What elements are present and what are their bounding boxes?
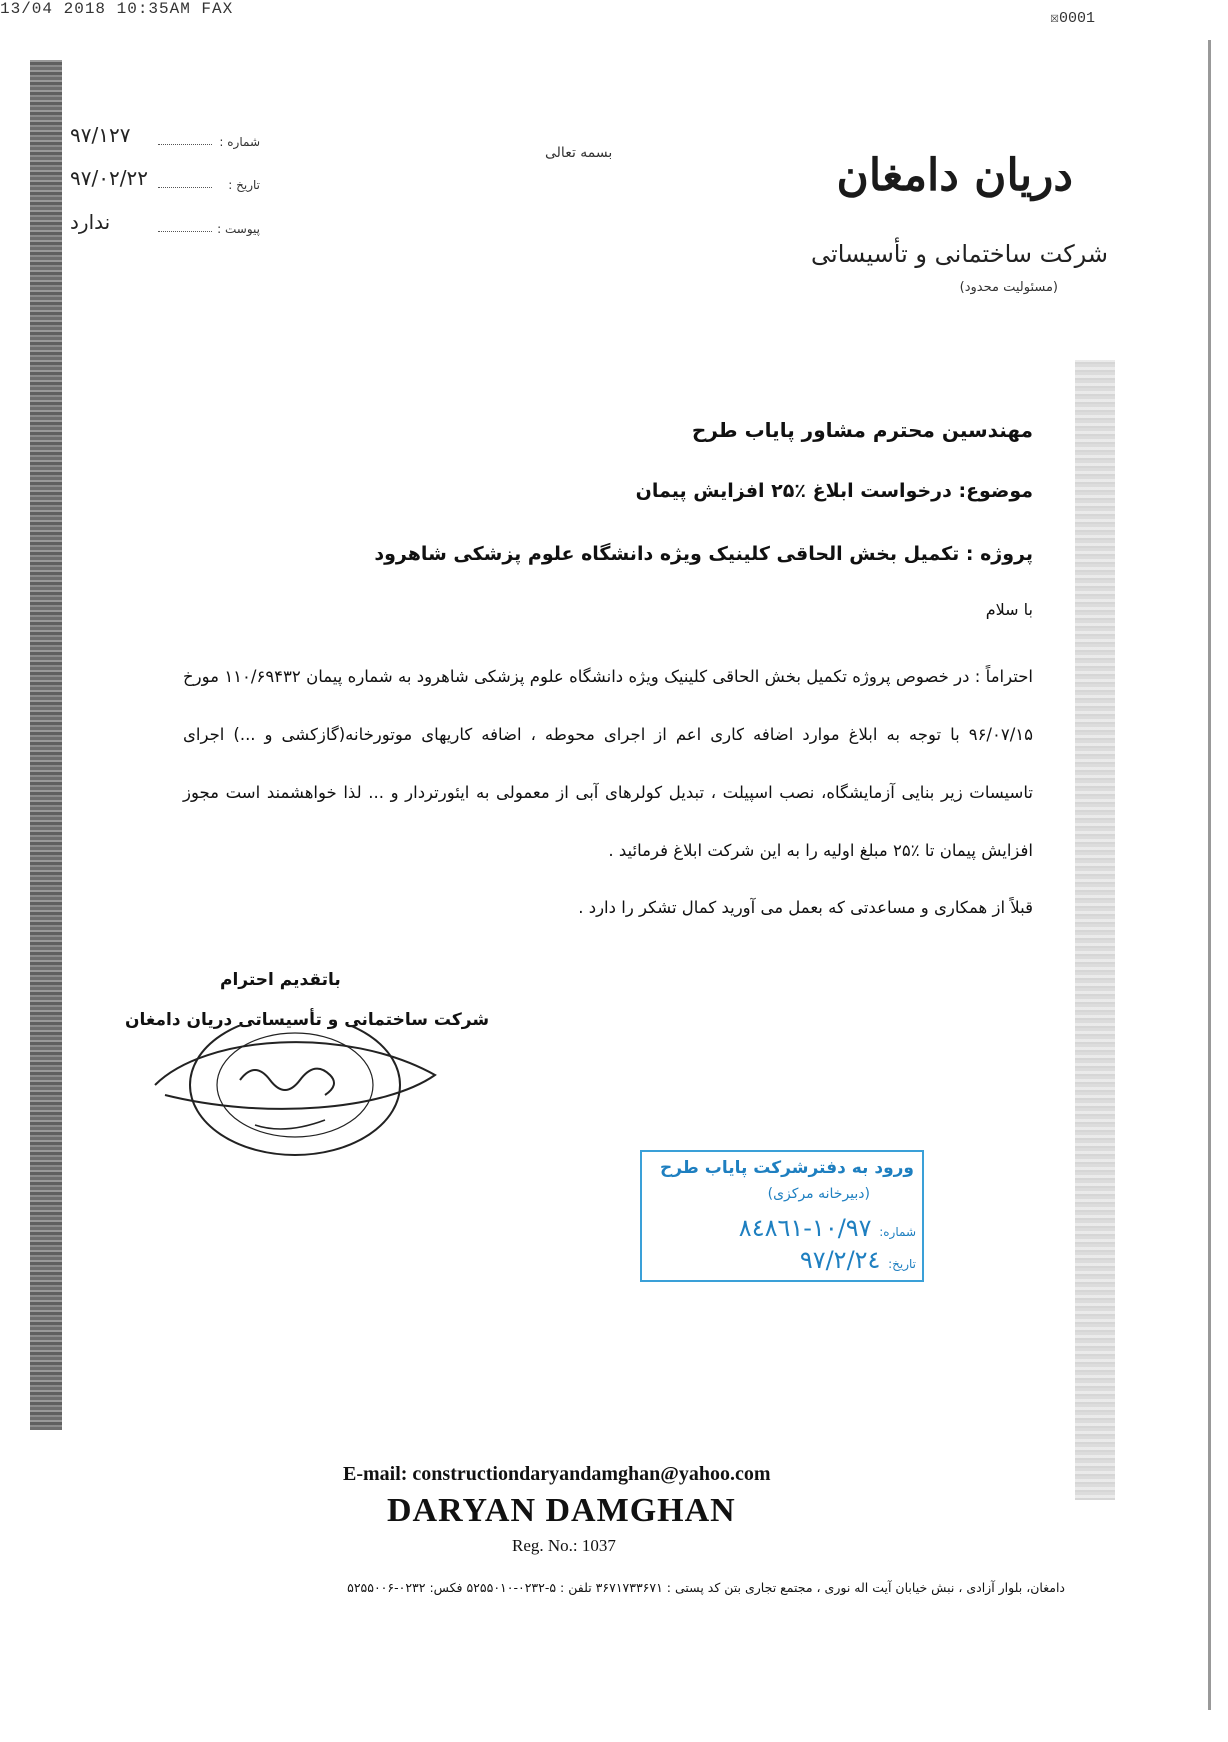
stamp-subtitle: (دبیرخانه مرکزی) xyxy=(767,1186,870,1202)
project: پروژه : تکمیل بخش الحاقی کلینیک ویژه دانشگاه علوم پزشکی شاهرود xyxy=(374,543,1033,565)
page-edge-line xyxy=(1208,40,1211,1710)
meta-attachment-label: پیوست : xyxy=(217,222,260,236)
stamp-number xyxy=(739,1214,916,1242)
stamp-date-value: ۹۷/۲/۲٤ xyxy=(799,1246,881,1274)
company-name: شرکت ساختمانی و تأسیساتی xyxy=(811,240,1108,268)
scan-artifact-right xyxy=(1075,360,1115,1500)
meta-number xyxy=(70,125,260,151)
stamp-date xyxy=(800,1246,916,1274)
signature-company: شرکت ساختمانی و تأسیساتی دریان دامغان xyxy=(125,1010,490,1030)
footer-email: E-mail: constructiondaryandamghan@yahoo.com xyxy=(343,1463,771,1485)
divider xyxy=(158,187,212,188)
stamp-title: ورود به دفترشرکت پایاب طرح xyxy=(659,1158,914,1178)
company-seal-and-signature xyxy=(145,1025,445,1175)
fax-header: 13/04 2018 10:35AM FAX xyxy=(0,0,234,18)
signature-salutation: باتقدیم احترام xyxy=(220,970,341,990)
page-number-value: 0001 xyxy=(1059,10,1096,27)
page-number: ☒0001 xyxy=(1050,10,1096,27)
footer-reg-number: Reg. No.: 1037 xyxy=(512,1536,616,1555)
greeting: با سلام xyxy=(985,600,1033,619)
meta-date xyxy=(70,168,260,194)
meta-date-value: ۹۷/۰۲/۲۲ xyxy=(70,166,148,190)
closing: قبلاً از همکاری و مساعدتی که بعمل می آورید کمال تشکر را دارد . xyxy=(578,898,1033,917)
meta-attachment xyxy=(70,212,260,238)
divider xyxy=(158,231,212,232)
meta-number-label: شماره : xyxy=(219,135,260,149)
meta-number-value: ۹۷/۱۲۷ xyxy=(70,123,131,147)
divider xyxy=(158,144,212,145)
footer-brand: DARYAN DAMGHAN xyxy=(387,1492,736,1529)
subject: موضوع: درخواست ابلاغ ٪۲۵ افزایش پیمان xyxy=(635,480,1033,502)
addressee: مهندسین محترم مشاور پایاب طرح xyxy=(691,418,1033,442)
incoming-stamp xyxy=(640,1150,924,1282)
stamp-number-value: ۱۰/۹۷-۸٤۸٦۱ xyxy=(738,1214,872,1242)
footer-address: دامغان، بلوار آزادی ، نبش خیابان آیت اله نوری ، مجتمع تجاری بتن کد پستی : ۳۶۷۱۷۳۳۶۷۱ تلفن : ۵-۰۲۳۲-۵۲۵۵۰۱۰ فکس: ۰۲۳۲-۵۲۵۵۰۰۶ xyxy=(347,1580,1065,1595)
stamp-number-label: شماره: xyxy=(879,1225,916,1239)
company-subtitle: (مسئولیت محدود) xyxy=(959,280,1058,295)
letter-body: احتراماً : در خصوص پروژه تکمیل بخش الحاقی کلینیک ویژه دانشگاه علوم پزشکی شاهرود به شماره پیمان ۱۱۰/۶۹۴۳۲ مورخ ۹۶/۰۷/۱۵ با توجه به ابلاغ موارد اضافه کاری اعم از اجرای محوطه ، اضافه کاریهای موتورخانه(گازکشی و ...) اجرای تاسیسات زیر بنایی آزمایشگاه، نصب اسپیلت ، تبدیل کولرهای آبی از معمولی به ایئورتردار و ... لذا خواهشمند است مجوز افزایش پیمان تا ٪۲۵ مبلغ اولیه را به این شرکت ابلاغ فرمائید . xyxy=(183,667,1033,860)
bismillah: بسمه تعالی xyxy=(545,145,613,161)
scan-artifact-left xyxy=(30,60,62,1430)
company-logo-title: دریان دامغان xyxy=(836,150,1073,201)
meta-date-label: تاریخ : xyxy=(228,178,260,192)
meta-attachment-value: ندارد xyxy=(70,210,111,234)
stamp-date-label: تاریخ: xyxy=(888,1257,916,1271)
